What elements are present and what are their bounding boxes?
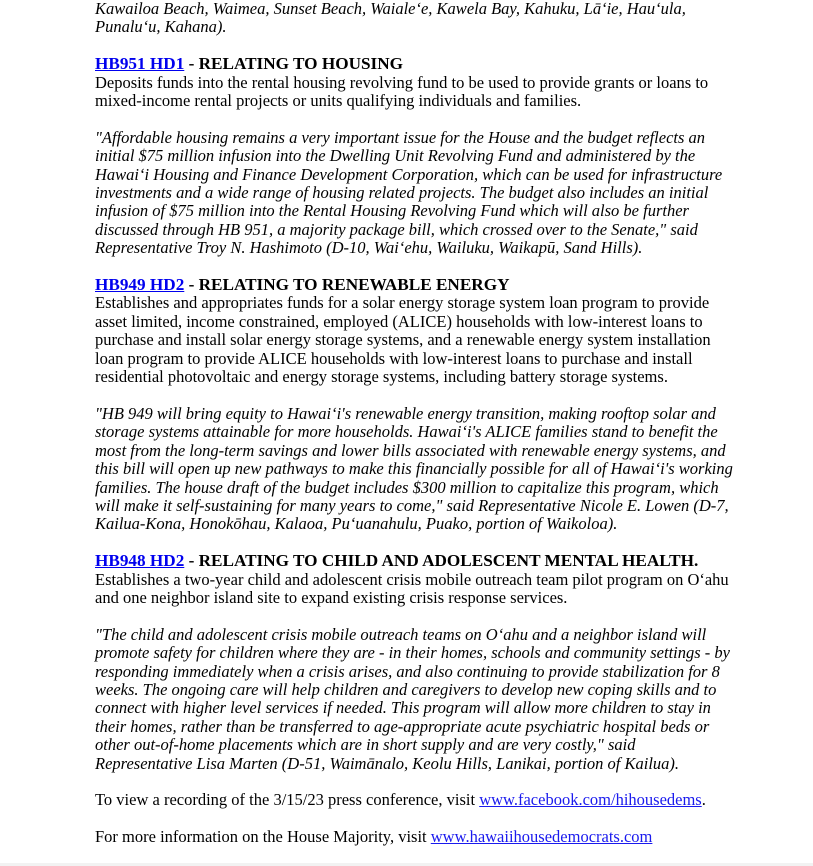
recording-end: .: [701, 790, 706, 810]
spacer: [95, 534, 735, 552]
spacer: [95, 810, 735, 828]
bill-title: - RELATING TO RENEWABLE ENERGY: [184, 275, 510, 295]
previous-quote-line-2: Punaluʻu, Kahana).: [95, 17, 227, 37]
bill-quote: "HB 949 will bring equity to Hawaiʻi's renewable energy transition, making rooftop solar and storage systems attainable for more households. Hawaiʻi's ALICE families stand to benefit the most from the long-term savings and lower bills associated with renewable energy systems, and this bill will open up new pathways to make this financially possible for all of Hawaiʻi's working families. The house draft of the budget includes $300 million to capitalize this program, which will make it self-sustaining for many years to come," said Representative Nicole E. Lowen (D-7, Kailua-Kona, Honokōhau, Kalaoa, Puʻuanahulu, Puako, portion of Waikoloa).: [95, 403, 733, 534]
previous-quote-tail: [95, 0, 735, 37]
bill-section-renewable-energy: [95, 276, 735, 534]
bill-description: Establishes a two-year child and adolescent crisis mobile outreach team pilot program on Oʻahu and one neighbor island site to expand existing crisis response services.: [95, 569, 729, 607]
bill-description: Establishes and appropriates funds for a solar energy storage system loan program to provide asset limited, income constrained, employed (ALICE) households with low-interest loans to purchase and install solar energy storage systems, and a renewable energy system installation loan program to provide ALICE households with low-interest loans to purchase and install residential photovoltaic and energy storage systems, including battery storage systems.: [95, 293, 711, 387]
spacer: [95, 386, 735, 404]
bill-heading: [95, 55, 735, 73]
spacer: [95, 258, 735, 276]
bill-link-hb949[interactable]: HB949 HD2: [95, 275, 185, 295]
bill-quote: "The child and adolescent crisis mobile outreach teams on Oʻahu and a neighbor island will promote safety for children where they are - in their homes, schools and community settings - by responding immediately when a crisis arises, and also continuing to provide stabilization for 8 weeks. The ongoing care will help children and caregivers to develop new coping skills and to connect with higher level services if needed. This program will allow more children to stay in their homes, rather than be transferred to age-appropriate acute psychiatric hospital beds or other out-of-home placements which are in short supply and are very costly," said Representative Lisa Marten (D-51, Waimānalo, Keolu Hills, Lanikai, portion of Kailua).: [95, 624, 730, 773]
bill-description: Deposits funds into the rental housing revolving fund to be used to provide grants or loans to mixed-income rental projects or units qualifying individuals and families.: [95, 72, 709, 111]
bill-title: - RELATING TO HOUSING: [184, 54, 404, 74]
bill-title: - RELATING TO CHILD AND ADOLESCENT MENTAL HEALTH.: [184, 551, 699, 571]
facebook-link[interactable]: www.facebook.com/hihousedems: [479, 790, 702, 810]
spacer: [95, 110, 735, 128]
previous-quote-line-1: Kawailoa Beach, Waimea, Sunset Beach, Waialeʻe, Kawela Bay, Kahuku, Lāʻie, Hauʻula,: [95, 0, 686, 18]
spacer: [95, 607, 735, 625]
document-page: [95, 0, 735, 847]
spacer: [95, 773, 735, 791]
info-text: For more information on the House Majority, visit: [95, 827, 431, 847]
bill-link-hb951[interactable]: HB951 HD1: [95, 54, 185, 74]
recording-text: To view a recording of the 3/15/23 press conference, visit: [95, 790, 480, 810]
bill-heading: [95, 552, 735, 570]
bill-section-housing: [95, 55, 735, 257]
recording-line: [95, 791, 735, 809]
bill-heading: [95, 276, 735, 294]
bill-link-hb948[interactable]: HB948 HD2: [95, 551, 185, 571]
info-line: [95, 828, 735, 846]
bill-section-mental-health: [95, 552, 735, 773]
spacer: [95, 37, 735, 55]
house-democrats-link[interactable]: www.hawaiihousedemocrats.com: [430, 827, 653, 847]
bill-quote: "Affordable housing remains a very important issue for the House and the budget reflects an initial $75 million infusion into the Dwelling Unit Revolving Fund and administered by the Hawaiʻi Housing and Finance Development Corporation, which can be used for infrastructure investments and a wide range of housing related projects. The budget also includes an initial infusion of $75 million into the Rental Housing Revolving Fund which will also be further discussed through HB 951, a majority package bill, which crossed over to the Senate," said Representative Troy N. Hashimoto (D-10, Waiʻehu, Wailuku, Waikapū, Sand Hills).: [95, 127, 723, 258]
